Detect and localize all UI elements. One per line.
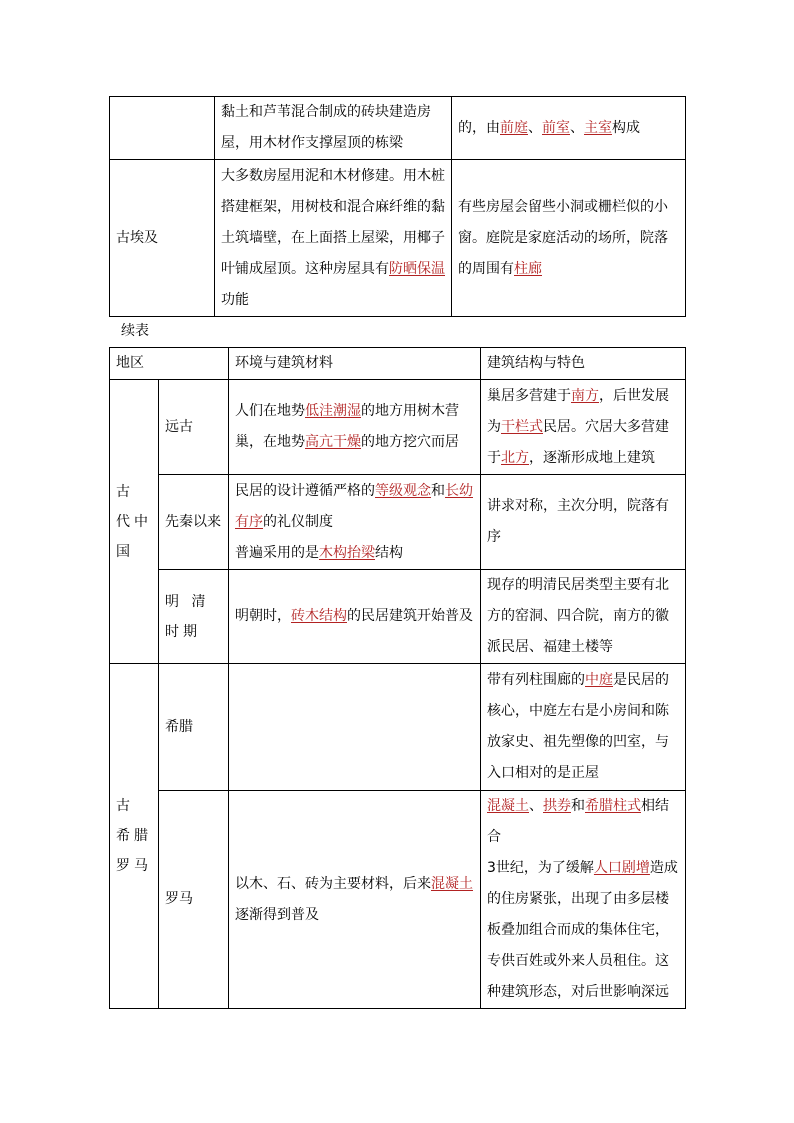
- env-cell: 人们在地势低洼潮湿的地方用树木营巢，在地势高亢干燥的地方挖穴而居: [229, 380, 481, 475]
- table-header-row: [110, 348, 686, 380]
- region-cell-china: 古 代中国: [110, 380, 159, 664]
- answer-keyword: 拱券: [543, 798, 571, 814]
- continued-label: 续表: [121, 323, 149, 339]
- answer-keyword: 希腊柱式: [585, 798, 641, 814]
- feature-cell: 混凝土、拱券和希腊柱式相结合 3世纪，为了缓解人口剧增造成的住房紧张，出现了由多层楼板叠加组合而成的集体住宅，专供百姓或外来人员租住。这种建筑形态，对后世影响深远: [481, 791, 686, 1009]
- env-cell: 黏土和芦苇混合制成的砖块建造房屋，用木材作支撑屋顶的栋梁: [215, 97, 452, 160]
- answer-keyword: 前庭: [500, 119, 528, 136]
- feature-cell: 现存的明清民居类型主要有北方的窑洞、四合院，南方的徽派民居、福建土楼等: [481, 570, 686, 664]
- answer-keyword: 柱廊: [514, 260, 542, 277]
- feature-cell: 带有列柱围廊的中庭是民居的核心，中庭左右是小房间和陈放家史、祖先塑像的凹室，与入口相对的是正屋: [481, 664, 686, 791]
- region-cell: [110, 97, 215, 160]
- table-row: [110, 97, 686, 160]
- answer-keyword: 混凝土: [487, 798, 529, 814]
- feature-cell: 巢居多营建于南方，后世发展为干栏式民居。穴居大多营建于北方，逐渐形成地上建筑: [481, 380, 686, 475]
- env-cell: 民居的设计遵循严格的等级观念和长幼有序的礼仪制度 普遍采用的是木构抬梁结构: [229, 475, 481, 570]
- table-part1: [109, 96, 686, 317]
- table-row: [110, 160, 686, 317]
- header-env: 环境与建筑材料: [229, 348, 481, 380]
- answer-keyword: 主室: [584, 119, 612, 136]
- answer-keyword: 人口剧增: [593, 860, 650, 876]
- period-cell: 明 清 时期: [159, 570, 229, 664]
- header-feature: 建筑结构与特色: [481, 348, 686, 380]
- feature-cell: 讲求对称，主次分明，院落有序: [481, 475, 686, 570]
- answer-keyword: 木构抬梁: [319, 544, 375, 561]
- period-cell: 先秦以来: [159, 475, 229, 570]
- period-cell: 远古: [159, 380, 229, 475]
- answer-keyword: 低洼潮湿: [305, 403, 361, 419]
- env-cell: 以木、石、砖为主要材料，后来混凝土逐渐得到普及: [229, 791, 481, 1009]
- answer-keyword: 南方: [571, 387, 599, 404]
- env-cell: [229, 664, 481, 791]
- answer-keyword: 北方: [501, 449, 529, 466]
- answer-keyword: 砖木结构: [291, 608, 347, 624]
- answer-keyword: 长幼有序: [235, 482, 473, 530]
- answer-keyword: 高亢干燥: [305, 434, 361, 450]
- table-row: [110, 380, 686, 475]
- answer-keyword: 防晒保温: [389, 260, 445, 277]
- answer-keyword: 干栏式: [501, 418, 543, 435]
- answer-keyword: 等级观念: [375, 482, 431, 499]
- table-row: [110, 664, 686, 791]
- region-cell-greece-rome: 古 希腊 罗马: [110, 664, 159, 1009]
- env-cell: 明朝时，砖木结构的民居建筑开始普及: [229, 570, 481, 664]
- env-cell: 大多数房屋用泥和木材修建。用木桩搭建框架，用树枝和混合麻纤维的黏土筑墙壁，在上面搭上屋梁，用椰子叶铺成屋顶。这种房屋具有防晒保温功能: [215, 160, 452, 317]
- answer-keyword: 中庭: [585, 672, 613, 688]
- header-region: 地区: [110, 348, 229, 380]
- feature-cell: 有些房屋会留些小洞或栅栏似的小窗。庭院是家庭活动的场所，院落的周围有柱廊: [452, 160, 686, 317]
- answer-keyword: 前室: [542, 119, 570, 136]
- period-cell: 罗马: [159, 791, 229, 1009]
- feature-cell: 的，由前庭、前室、主室构成: [452, 97, 686, 160]
- table-part2: [109, 347, 686, 1009]
- region-cell: 古埃及: [110, 160, 215, 317]
- table-row: [110, 570, 686, 664]
- table-row: [110, 791, 686, 1009]
- period-cell: 希腊: [159, 664, 229, 791]
- answer-keyword: 混凝土: [431, 875, 473, 892]
- table-row: [110, 475, 686, 570]
